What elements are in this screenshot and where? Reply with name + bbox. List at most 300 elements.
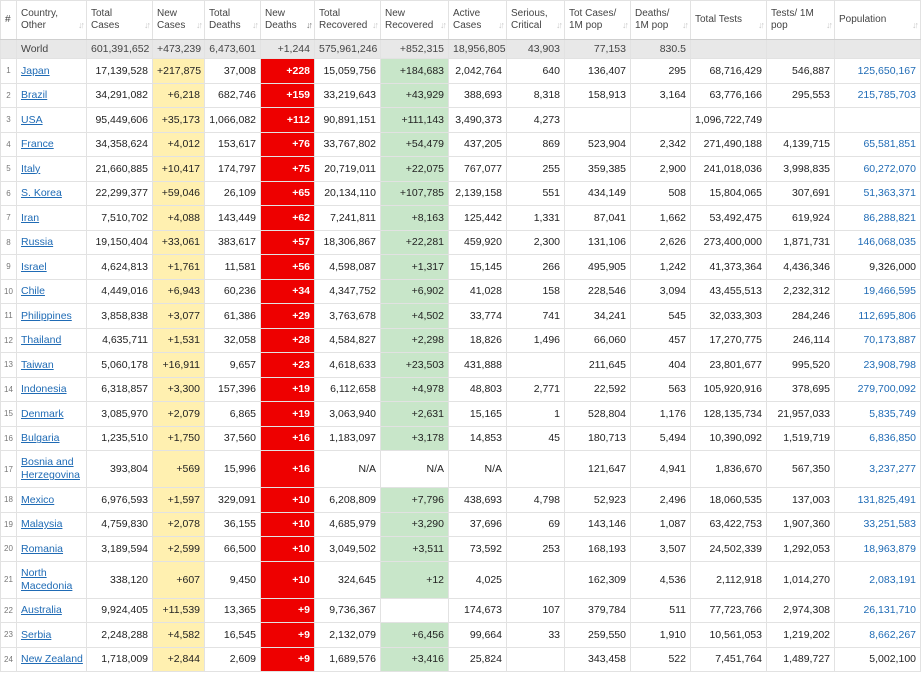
row-rank: 7 [1,206,17,231]
world-cell: World [17,40,87,59]
column-header-7[interactable] [381,1,449,40]
column-header-label: Serious, Critical [511,8,548,31]
world-cell: 601,391,652 [87,40,153,59]
stat-cell: 26,109 [205,181,261,206]
stat-cell [507,647,565,672]
new-cases-cell: +4,012 [153,132,205,157]
stat-cell: 5,494 [631,426,691,451]
stat-cell: 21,660,885 [87,157,153,182]
population-cell [835,598,921,623]
column-header-2[interactable] [87,1,153,40]
country-cell [17,598,87,623]
new-cases-cell: +59,046 [153,181,205,206]
population-link[interactable]: 2,083,191 [869,573,916,586]
stat-cell: 174,673 [449,598,507,623]
stat-cell: 99,664 [449,623,507,648]
stat-cell: 545 [631,304,691,329]
stat-cell: 168,193 [565,537,631,562]
country-cell [17,83,87,108]
population-link[interactable]: 131,825,491 [857,493,916,506]
stat-cell: 158 [507,279,565,304]
stat-cell: 3,858,838 [87,304,153,329]
population-cell [835,537,921,562]
new-recovered-cell: +12 [381,561,449,598]
stat-cell: 528,804 [565,402,631,427]
country-cell [17,561,87,598]
new-cases-cell: +4,088 [153,206,205,231]
stat-cell: 1,183,097 [315,426,381,451]
world-total-row [1,40,921,59]
stat-cell: 180,713 [565,426,631,451]
stat-cell: 7,241,811 [315,206,381,231]
stat-cell: 20,719,011 [315,157,381,182]
sort-arrows-icon[interactable]: ↓↑ [758,20,763,30]
new-deaths-cell: +57 [261,230,315,255]
stat-cell: 253 [507,537,565,562]
stat-cell: 9,657 [205,353,261,378]
population-link[interactable]: 146,068,035 [857,236,916,249]
row-rank: 6 [1,181,17,206]
sort-arrows-icon[interactable]: ↓↑ [306,20,311,30]
stat-cell: 18,826 [449,328,507,353]
row-rank: 15 [1,402,17,427]
stat-cell: 522 [631,647,691,672]
stat-cell: 174,797 [205,157,261,182]
new-deaths-cell: +19 [261,377,315,402]
stat-cell: 459,920 [449,230,507,255]
country-link[interactable]: France [21,138,54,151]
table-row [1,108,921,133]
new-cases-cell: +3,077 [153,304,205,329]
population-link[interactable]: 3,237,277 [869,463,916,475]
new-cases-cell: +1,531 [153,328,205,353]
stat-cell: 3,998,835 [767,157,835,182]
stat-cell: N/A [449,451,507,488]
stat-cell: 271,490,188 [691,132,767,157]
column-header-label: New Deaths [265,8,297,31]
country-link[interactable]: Indonesia [21,383,67,396]
sort-arrows-icon[interactable]: ↓↑ [144,20,149,30]
stat-cell: 1,871,731 [767,230,835,255]
stat-cell: 1,096,722,749 [691,108,767,133]
stat-cell: 2,342 [631,132,691,157]
population-cell [835,623,921,648]
stat-cell: 383,617 [205,230,261,255]
new-recovered-cell: +22,281 [381,230,449,255]
stat-cell [767,108,835,133]
column-header-1[interactable] [17,1,87,40]
stat-cell: 3,063,940 [315,402,381,427]
stat-cell: 41,373,364 [691,255,767,280]
population-cell [835,402,921,427]
stat-cell: 73,592 [449,537,507,562]
country-link[interactable]: Australia [21,604,62,617]
stat-cell: 767,077 [449,157,507,182]
stat-cell: 551 [507,181,565,206]
stat-cell: 68,716,429 [691,59,767,84]
sort-arrows-icon[interactable]: ↓↑ [372,20,377,30]
new-cases-cell: +1,761 [153,255,205,280]
new-recovered-cell: +6,456 [381,623,449,648]
stat-cell: 434,149 [565,181,631,206]
stat-cell: 295,553 [767,83,835,108]
column-header-label: Tot Cases/ 1M pop [569,8,617,31]
population-link[interactable]: 51,363,371 [863,187,916,200]
new-deaths-cell: +16 [261,426,315,451]
country-cell [17,512,87,537]
column-header-6[interactable] [315,1,381,40]
table-row [1,512,921,537]
stat-cell: 2,300 [507,230,565,255]
world-cell: +1,244 [261,40,315,59]
stat-cell: 295 [631,59,691,84]
country-cell [17,255,87,280]
stat-cell: 63,422,753 [691,512,767,537]
stat-cell: 2,974,308 [767,598,835,623]
stat-cell: 15,165 [449,402,507,427]
stat-cell: 640 [507,59,565,84]
population-link[interactable]: 19,466,595 [863,285,916,298]
stat-cell: 36,155 [205,512,261,537]
table-row [1,647,921,672]
new-cases-cell: +2,844 [153,647,205,672]
row-rank: 16 [1,426,17,451]
country-cell [17,623,87,648]
population-link[interactable]: 23,908,798 [863,358,916,371]
country-cell [17,279,87,304]
stat-cell: 546,887 [767,59,835,84]
stat-cell: 246,114 [767,328,835,353]
population-link[interactable]: 112,695,806 [858,309,916,322]
country-cell [17,132,87,157]
country-link[interactable]: Bosnia and Herzegovina [21,456,80,481]
country-link[interactable]: USA [21,113,43,126]
table-row [1,279,921,304]
country-cell [17,402,87,427]
country-link[interactable]: Philippines [21,309,72,322]
row-rank: 18 [1,488,17,513]
population-link[interactable]: 279,700,092 [857,383,916,396]
stat-cell: 4,449,016 [87,279,153,304]
new-recovered-cell: +3,178 [381,426,449,451]
world-cell: 575,961,246 [315,40,381,59]
new-deaths-cell: +10 [261,488,315,513]
stat-cell: 457 [631,328,691,353]
stat-cell: 619,924 [767,206,835,231]
row-rank: 5 [1,157,17,182]
population-link[interactable]: 65,581,851 [863,138,916,151]
new-cases-cell: +2,079 [153,402,205,427]
country-link[interactable]: Iran [21,211,40,224]
stat-cell: 131,106 [565,230,631,255]
country-link[interactable]: Chile [21,285,45,298]
stat-cell: 255 [507,157,565,182]
stat-cell: 741 [507,304,565,329]
population-link[interactable]: 8,662,267 [869,628,916,641]
new-recovered-cell: +8,163 [381,206,449,231]
stat-cell: 9,736,367 [315,598,381,623]
new-recovered-cell: N/A [381,451,449,488]
country-cell [17,537,87,562]
stat-cell: 241,018,036 [691,157,767,182]
new-recovered-cell: +6,902 [381,279,449,304]
population-cell [835,230,921,255]
row-rank: 8 [1,230,17,255]
population-link[interactable]: 6,836,850 [869,432,916,445]
stat-cell: 567,350 [767,451,835,488]
stat-cell: 6,865 [205,402,261,427]
stat-cell: 143,449 [205,206,261,231]
country-link[interactable]: Italy [21,162,41,175]
country-link[interactable]: Mexico [21,493,55,506]
sort-arrows-icon[interactable]: ↓↑ [78,20,83,30]
stat-cell: 137,003 [767,488,835,513]
country-cell [17,426,87,451]
country-cell [17,304,87,329]
new-deaths-cell: +159 [261,83,315,108]
stat-cell: 6,112,658 [315,377,381,402]
column-header-5[interactable] [261,1,315,40]
table-row [1,353,921,378]
stat-cell: N/A [315,451,381,488]
table-row [1,59,921,84]
column-header-9[interactable] [507,1,565,40]
column-header-8[interactable] [449,1,507,40]
column-header-label: # [5,14,11,25]
country-link[interactable]: Denmark [21,407,64,420]
stat-cell: 18,060,535 [691,488,767,513]
world-cell: 6,473,601 [205,40,261,59]
population-cell [835,59,921,84]
stat-cell: 682,746 [205,83,261,108]
population-link[interactable]: 5,835,749 [869,407,916,420]
country-link[interactable]: Brazil [21,89,48,102]
population-link[interactable]: 33,251,583 [863,518,916,531]
stat-cell: 3,490,373 [449,108,507,133]
population-link[interactable]: 26,131,710 [863,604,916,617]
stat-cell: 4,536 [631,561,691,598]
stat-cell: 2,132,079 [315,623,381,648]
stat-cell [507,451,565,488]
country-link[interactable]: Thailand [21,334,62,347]
stat-cell: 307,691 [767,181,835,206]
stat-cell: 128,135,734 [691,402,767,427]
stat-cell: 404 [631,353,691,378]
sort-arrows-icon[interactable]: ↓↑ [196,20,201,30]
stat-cell: 2,042,764 [449,59,507,84]
table-row [1,598,921,623]
new-deaths-cell: +9 [261,623,315,648]
column-header-label: Deaths/ 1M pop [635,8,670,31]
sort-arrows-icon[interactable]: ↓↑ [498,20,503,30]
table-row [1,230,921,255]
stat-cell: 2,139,158 [449,181,507,206]
stat-cell: 259,550 [565,623,631,648]
sort-arrows-icon[interactable]: ↓↑ [440,20,445,30]
new-cases-cell: +607 [153,561,205,598]
table-row [1,426,921,451]
population-cell [835,83,921,108]
stat-cell: 34,241 [565,304,631,329]
stat-cell [507,561,565,598]
stat-cell: 157,396 [205,377,261,402]
row-rank: 23 [1,623,17,648]
stat-cell: 4,347,752 [315,279,381,304]
stat-cell: 6,208,809 [315,488,381,513]
new-recovered-cell: +23,503 [381,353,449,378]
country-link[interactable]: North Macedonia [21,566,73,592]
row-rank: 17 [1,451,17,488]
stat-cell: 431,888 [449,353,507,378]
stat-cell: 1,662 [631,206,691,231]
country-link[interactable]: Taiwan [21,358,54,371]
new-recovered-cell: +2,631 [381,402,449,427]
new-recovered-cell: +54,479 [381,132,449,157]
column-header-3[interactable] [153,1,205,40]
country-link[interactable]: Bulgaria [21,432,60,445]
new-deaths-cell: +10 [261,512,315,537]
stat-cell: 52,923 [565,488,631,513]
stat-cell: 1,219,202 [767,623,835,648]
stat-cell: 45 [507,426,565,451]
column-header-label: Total Tests [695,14,743,25]
stat-cell: 511 [631,598,691,623]
stat-cell: 105,920,916 [691,377,767,402]
sort-arrows-icon[interactable]: ↓↑ [622,20,627,30]
stat-cell: 19,150,404 [87,230,153,255]
stat-cell: 1,689,576 [315,647,381,672]
stat-cell: 359,385 [565,157,631,182]
population-link[interactable]: 18,963,879 [863,542,916,555]
country-link[interactable]: Russia [21,236,54,249]
new-recovered-cell: +7,796 [381,488,449,513]
country-link[interactable]: S. Korea [21,187,62,200]
stat-cell: 1,242 [631,255,691,280]
stat-cell: 24,502,339 [691,537,767,562]
country-cell [17,451,87,488]
population-link[interactable]: 60,272,070 [863,162,916,175]
country-cell [17,181,87,206]
stat-cell: 21,957,033 [767,402,835,427]
sort-arrows-icon[interactable]: ↓↑ [682,20,687,30]
country-link[interactable]: Japan [21,64,50,77]
table-row [1,83,921,108]
stat-cell: 1,718,009 [87,647,153,672]
stat-cell: 5,060,178 [87,353,153,378]
column-header-10[interactable] [565,1,631,40]
stat-cell: 2,248,288 [87,623,153,648]
country-cell [17,108,87,133]
new-cases-cell: +6,218 [153,83,205,108]
sort-arrows-icon[interactable]: ↓↑ [252,20,257,30]
new-deaths-cell: +76 [261,132,315,157]
column-header-label: New Cases [157,8,186,31]
stat-cell: 17,139,528 [87,59,153,84]
column-header-11[interactable] [631,1,691,40]
world-cell: +852,315 [381,40,449,59]
row-rank: 21 [1,561,17,598]
new-cases-cell: +1,597 [153,488,205,513]
column-header-0[interactable] [1,1,17,40]
world-cell: 77,153 [565,40,631,59]
stat-cell: 4,139,715 [767,132,835,157]
population-cell [835,488,921,513]
row-rank: 9 [1,255,17,280]
new-recovered-cell: +111,143 [381,108,449,133]
new-recovered-cell: +43,929 [381,83,449,108]
stat-cell: 2,496 [631,488,691,513]
world-cell: +473,239 [153,40,205,59]
stat-cell: 87,041 [565,206,631,231]
stat-cell: 66,500 [205,537,261,562]
stat-cell: 4,273 [507,108,565,133]
stat-cell: 2,232,312 [767,279,835,304]
population-link[interactable]: 125,650,167 [857,64,916,77]
world-cell [767,40,835,59]
stat-cell: 1,836,670 [691,451,767,488]
stat-cell: 3,049,502 [315,537,381,562]
new-deaths-cell: +10 [261,537,315,562]
country-cell [17,157,87,182]
table-row [1,157,921,182]
stat-cell: 273,400,000 [691,230,767,255]
country-link[interactable]: New Zealand [21,653,83,666]
country-link[interactable]: Malaysia [21,518,63,531]
population-link[interactable]: 215,785,703 [857,89,916,102]
stat-cell: 228,546 [565,279,631,304]
population-link[interactable]: 70,173,887 [863,334,916,347]
population-link[interactable]: 86,288,821 [863,211,916,224]
table-row [1,488,921,513]
stat-cell: 388,693 [449,83,507,108]
sort-arrows-icon[interactable]: ↓↑ [912,20,917,30]
column-header-12[interactable] [691,1,767,40]
new-recovered-cell [381,598,449,623]
population-cell [835,157,921,182]
new-cases-cell: +3,300 [153,377,205,402]
stat-cell: 136,407 [565,59,631,84]
sort-arrows-icon[interactable]: ↓↑ [556,20,561,30]
column-header-label: Population [839,14,887,25]
stat-cell: 6,318,857 [87,377,153,402]
stat-cell: 33,219,643 [315,83,381,108]
country-link[interactable]: Serbia [21,628,52,641]
population-cell [835,206,921,231]
new-deaths-cell: +62 [261,206,315,231]
country-link[interactable]: Romania [21,542,64,555]
column-header-4[interactable] [205,1,261,40]
population-cell [835,304,921,329]
sort-arrows-icon[interactable]: ↓↑ [826,20,831,30]
country-cell [17,59,87,84]
world-cell [1,40,17,59]
population-cell [835,279,921,304]
stat-cell: 10,561,053 [691,623,767,648]
column-header-13[interactable] [767,1,835,40]
stat-cell: 378,695 [767,377,835,402]
column-header-14[interactable] [835,1,921,40]
stat-cell: 41,028 [449,279,507,304]
stat-cell: 523,904 [565,132,631,157]
row-rank: 19 [1,512,17,537]
stat-cell: 2,112,918 [691,561,767,598]
table-row [1,255,921,280]
new-recovered-cell: +1,317 [381,255,449,280]
stat-cell: 1,235,510 [87,426,153,451]
stat-cell: 495,905 [565,255,631,280]
country-link[interactable]: Israel [21,260,47,273]
new-recovered-cell: +184,683 [381,59,449,84]
